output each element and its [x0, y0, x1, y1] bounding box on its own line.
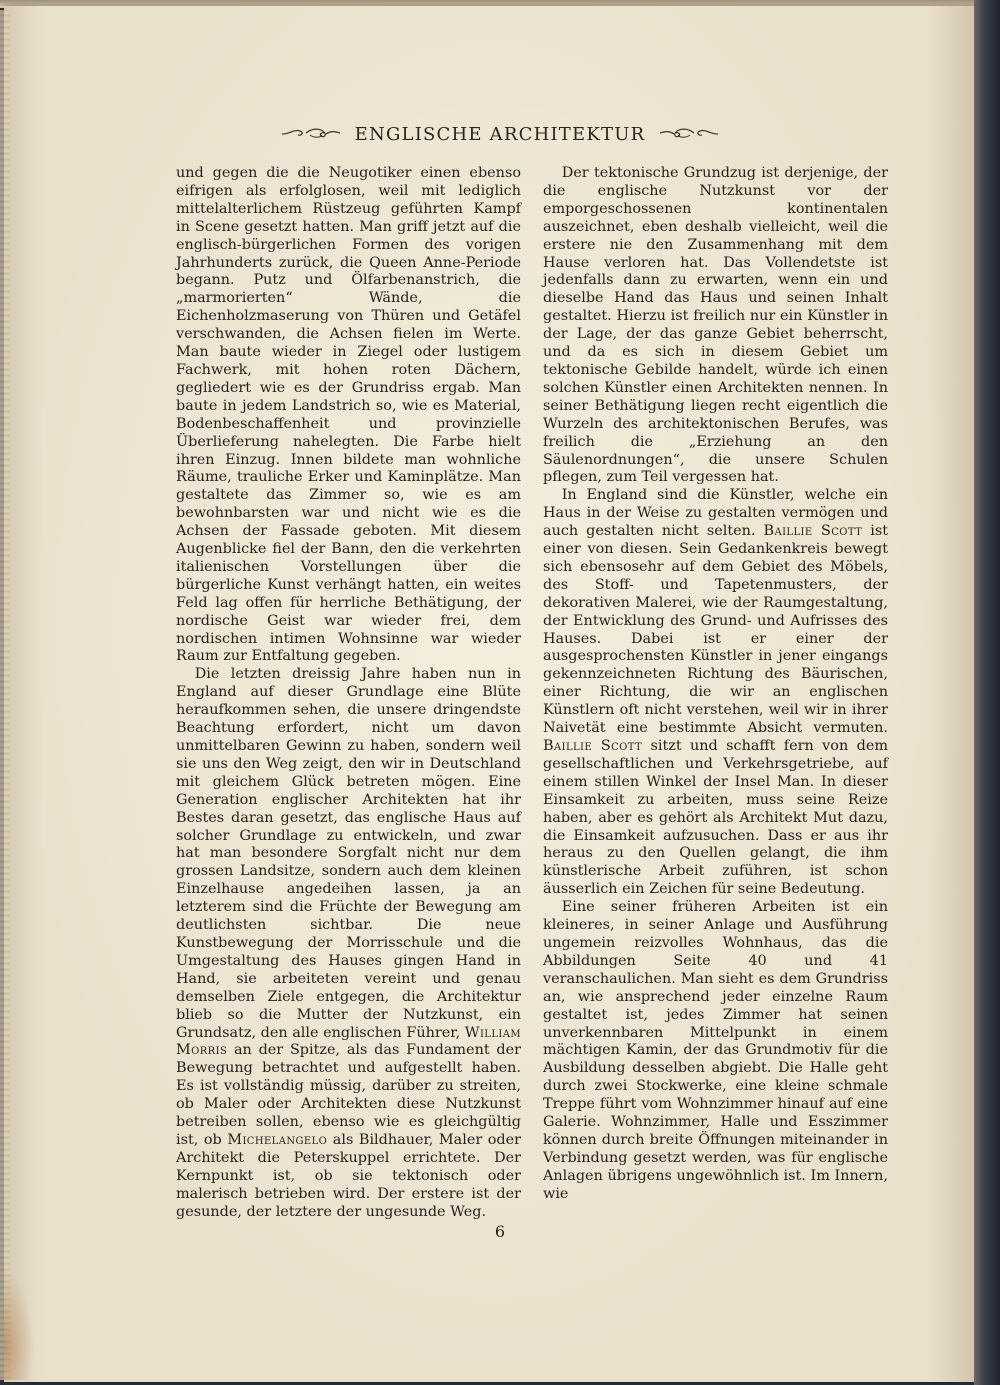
- paragraph-text: an der Spitze, als das Fundament der Bewegung betrachtet und aufgestellt haben. Es ist vollständig müssig, darüber zu streiten, ob Maler oder Architekten diese Nutzkunst betreiben sollen, ebenso wie es gleichgültig ist, ob: [176, 1042, 521, 1148]
- paragraph: [543, 899, 888, 1203]
- paragraph-text: Die letzten dreissig Jahre haben nun in England auf dieser Grundlage eine Blüte heraufkommen sehen, die unsere dringendste Beachtung erfordert, nicht um davon unmittelbaren Gewinn zu haben, sondern weil sie uns den Weg zeigt, den wir in Deutschland mit gleichem Glück betreten mögen. Eine Generation englischer Architekten hat ihr Bestes daran gesetzt, das englische Haus auf solcher Grundlage zu entwickeln, und zwar hat man besondere Sorgfalt nicht nur dem grossen Landsitze, sondern auch dem kleinen Einzelhause angedeihen lassen, ja an letzterem sind die Früchte der Bewegung am deutlichsten sichtbar. Die neue Kunstbewegung der Morrisschule und die Umgestaltung des Hauses gingen Hand in Hand, sie arbeiteten vereint und genau demselben Ziele entgegen, die Architektur blieb so die Mutter der Nutzkunst, ein Grundsatz, den alle englischen Führer,: [176, 666, 521, 1041]
- paragraph: [543, 487, 888, 899]
- paragraph-text: Eine seiner früheren Arbeiten ist ein kleineres, in seiner Anlage und Ausführung ungemein reizvolles Wohnhaus, das die Abbildungen Seite 40 und 41 veranschaulichen. Man sieht es dem Grundriss an, wie ansprechend jeder einzelne Raum gestaltet ist, jedes Zimmer hat seinen unverkennbaren Mittelpunkt in einem mächtigen Kamin, der das Grundmotiv für die Ausbildung desselben abgiebt. Die Halle geht durch zwei Stockwerke, eine kleine schmale Treppe führt vom Wohnzimmer hinauf auf eine Galerie. Wohnzimmer, Halle und Esszimmer können durch breite Öffnungen miteinander in Verbindung gesetzt werden, was für englische Anlagen übrigens ungewöhnlich ist. Im Innern, wie: [543, 899, 888, 1202]
- running-header: [0, 124, 1000, 148]
- page-number: 6: [494, 1222, 506, 1241]
- person-name: Michelangelo: [227, 1131, 328, 1148]
- page-left-edge: [0, 10, 10, 1380]
- paragraph-text: Der tektonische Grundzug ist derjenige, der die englische Nutzkunst vor der emporgeschossenen kontinentalen auszeichnet, eben deshalb vielleicht, weil die erstere nie den Zusammenhang mit dem Hause verloren hat. Das Vollendetste ist jedenfalls dann zu erwarten, wenn ein und dieselbe Hand das Haus und seinen Inhalt gestaltet. Hierzu ist freilich nur ein Künstler in der Lage, der das ganze Gebiet beherrscht, und da es sich in diesem Gebiet um tektonische Gebilde handelt, würde ich einen solchen Künstler einen Architekten nennen. In seiner Bethätigung liegen recht eigentlich die Wurzeln des architektonischen Berufes, was freilich die „Erziehung an den Säulenordnungen“, die unsere Schulen pflegen, zum Teil vergessen hat.: [543, 165, 888, 486]
- person-name: William Morris: [176, 1024, 521, 1059]
- person-name: Baillie Scott: [543, 738, 643, 754]
- paragraph-text: als Bildhauer, Maler oder Architekt die Peterskuppel errichtete. Der Kernpunkt ist, ob sie tektonisch oder malerisch betrieben wird. Der erstere ist der gesunde, der letztere der ungesunde Weg.: [176, 1131, 522, 1220]
- scroll-ornament-left-icon: [280, 125, 342, 144]
- header-title: ENGLISCHE ARCHITEKTUR: [354, 124, 646, 145]
- paragraph: [543, 165, 888, 487]
- person-name: Baillie Scott: [763, 523, 863, 540]
- text-column-left: [176, 165, 521, 1221]
- paragraph-text: sitzt und schafft fern von dem gesellschaftlichen und Verkehrsgetriebe, auf einem stillen Winkel der Insel Man. In dieser Einsamkeit zu arbeiten, muss seine Reize haben, aber es gehört als Architekt Mut dazu, die Einsamkeit aufzusuchen. Dass er aus ihr heraus zu den Quellen gelangt, die ihm künstlerische Arbeit zuführen, ist schon äusserlich ein Zeichen für seine Bedeutung.: [543, 738, 888, 898]
- scroll-ornament-right-icon: [658, 125, 720, 144]
- text-column-right: [543, 165, 888, 1204]
- paragraph-text: In England sind die Künstler, welche ein Haus in der Weise zu gestalten vermögen und auch gestalten nicht selten.: [543, 487, 888, 540]
- paragraph-text: und gegen die die Neugotiker einen ebenso eifrigen als erfolglosen, weil mit lediglich mittelalterlichem Rüstzeug geführten Kampf in Scene gesetzt hatten. Man griff jetzt auf die englisch-bürgerlichen Formen des vorigen Jahrhunderts zurück, die Queen Anne-Periode begann. Putz und Ölfarbenanstrich, die „marmorierten“ Wände, die Eichenholzmaserung von Thüren und Getäfel verschwanden, die Achsen fielen im Werte. Man baute wieder in Ziegel oder lustigem Fachwerk, mit hohen roten Dächern, gegliedert wie es der Grundriss ergab. Man baute in jedem Landstrich so, wie es Material, Bodenbeschaffenheit und provinzielle Überlieferung nahelegten. Die Farbe hielt ihren Einzug. Innen bildete man wohnliche Räume, trauliche Erker und Kaminplätze. Man gestaltete das Zimmer so, wie es am bewohnbarsten war und nicht wie es die Achsen der Fassade geboten. Mit diesem Augenblicke fiel der Bann, den die verkehrten italienischen Vorstellungen über die bürgerliche Kunst verhängt hatten, ein weites Feld lag offen für herrliche Bethätigung, der nordische Geist war wieder frei, dem nordischen intimen Wohnsinne war wieder Raum zur Entfaltung gegeben.: [176, 165, 521, 665]
- paragraph-text: ist einer von diesen. Sein Gedankenkreis bewegt sich ebensosehr auf dem Gebiet des Möbels, des Stoff- und Tapetenmusters, der dekorativen Malerei, wie der Raumgestaltung, der Entwicklung des Grund- und Aufrisses des Hauses. Dabei ist er einer der ausgesprochensten Künstler in jener eingangs gekennzeichneten Richtung des Bäurischen, einer Richtung, die wir an englischen Künstlern oft nicht verstehen, weil wir in ihrer Naivetät eine bestimmte Absicht vermuten.: [543, 523, 888, 737]
- book-binding-edge: [974, 0, 1000, 1385]
- corner-stain: [4, 1270, 34, 1380]
- paragraph: [176, 165, 521, 666]
- paragraph: [176, 666, 521, 1221]
